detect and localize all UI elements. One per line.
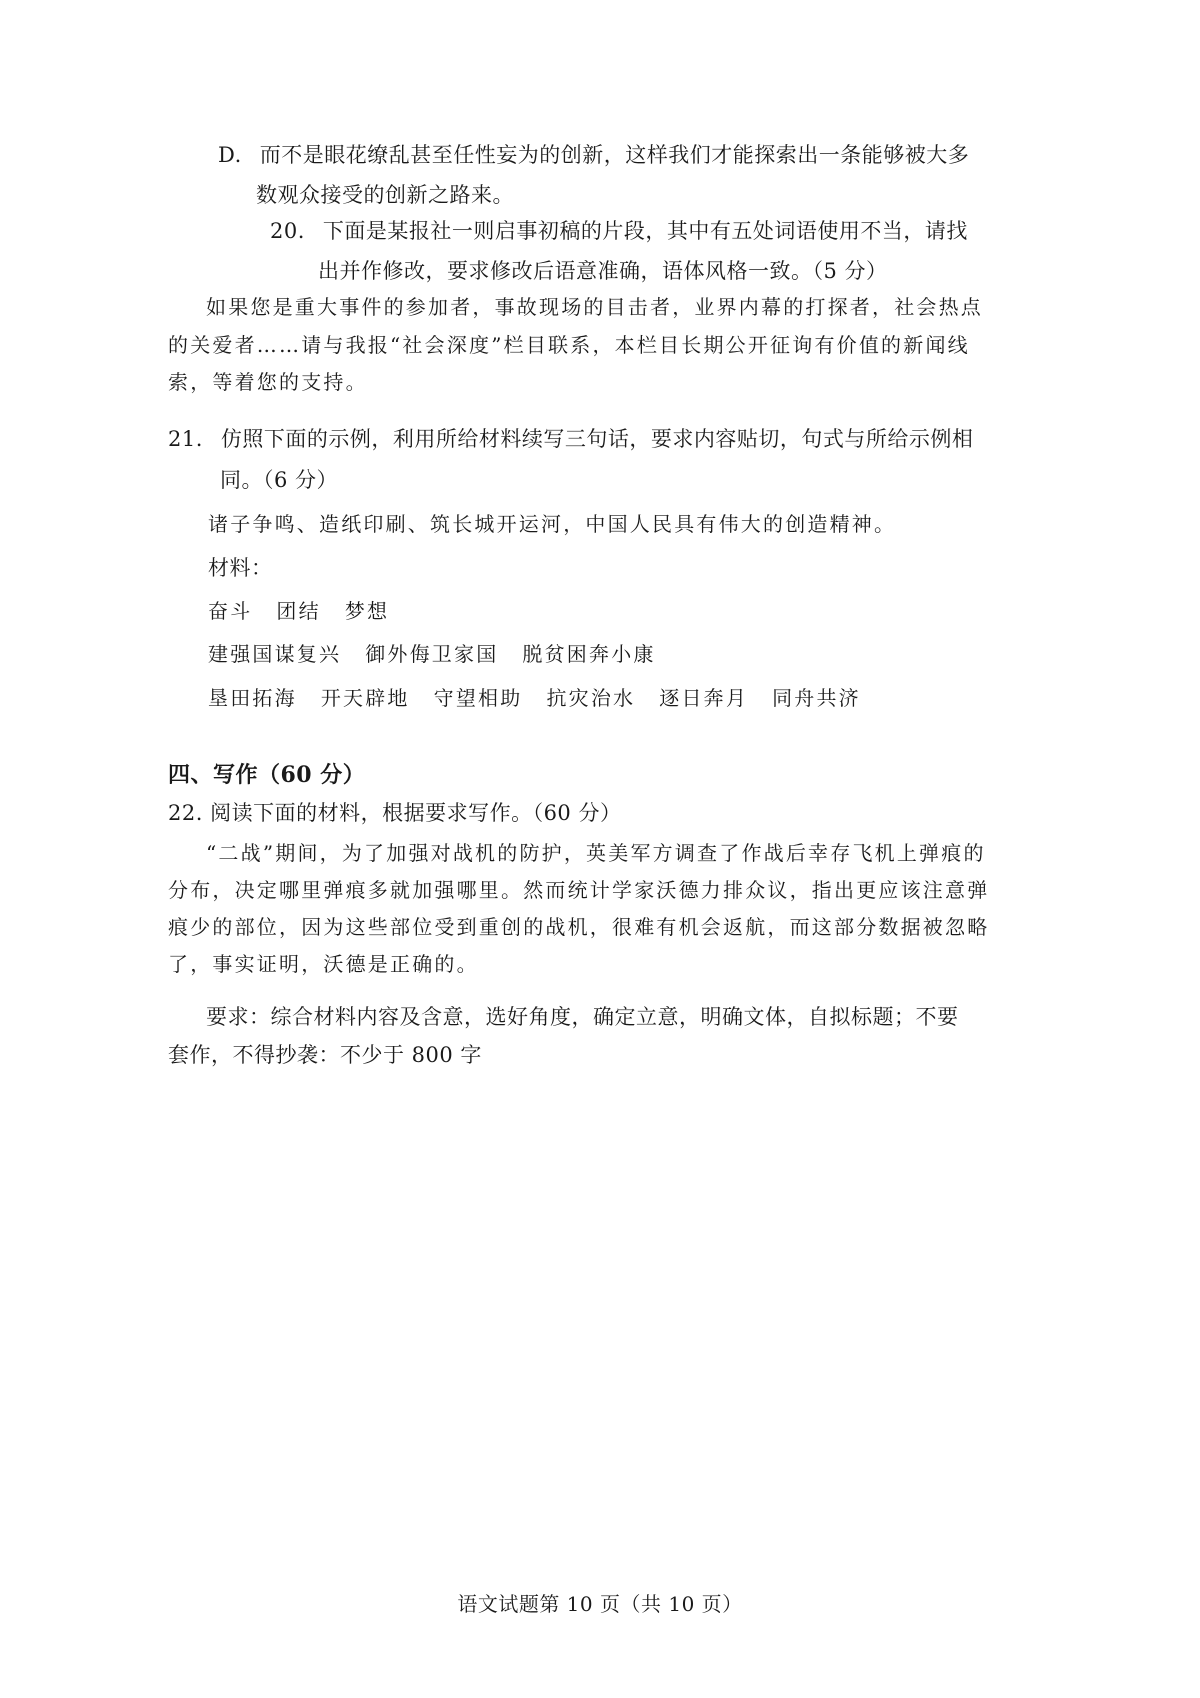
material-word: 梦想 xyxy=(344,599,390,623)
q21-prompt-line1 xyxy=(168,424,973,454)
material-idiom: 守望相助 xyxy=(433,686,523,710)
q21-prompt-text: 仿照下面的示例，利用所给材料续写三句话，要求内容贴切，句式与所给示例相 xyxy=(220,427,974,451)
q20-prompt-text: 下面是某报社一则启事初稿的片段，其中有五处词语使用不当，请找 xyxy=(322,219,968,243)
q21-materials-row3 xyxy=(208,683,861,713)
q22-prompt: 22. 阅读下面的材料，根据要求写作。（60 分） xyxy=(168,801,622,825)
material-phrase: 御外侮卫家国 xyxy=(365,642,499,666)
material-phrase: 脱贫困奔小康 xyxy=(522,642,656,666)
material-idiom: 抗灾治水 xyxy=(546,686,636,710)
q20-prompt-line1 xyxy=(270,216,968,246)
material-idiom: 逐日奔月 xyxy=(659,686,749,710)
q20-passage-line2: 的关爱者……请与我报“社会深度”栏目联系，本栏目长期公开征询有价值的新闻线 xyxy=(168,333,970,357)
option-d-text: 而不是眼花缭乱甚至任性妄为的创新，这样我们才能探索出一条能够被大多 xyxy=(259,143,970,167)
q22-material-line1: “二战”期间，为了加强对战机的防护，英美军方调查了作战后幸存飞机上弹痕的 xyxy=(206,841,986,865)
q19-option-d-line2: 数观众接受的创新之路来。 xyxy=(256,183,514,207)
q21-prompt-line2: 同。（6 分） xyxy=(220,468,339,492)
option-d-label: D. xyxy=(218,143,242,167)
q22-material-line4: 了，事实证明，沃德是正确的。 xyxy=(168,952,479,976)
material-phrase: 建强国谋复兴 xyxy=(208,642,342,666)
q20-passage-line3: 索，等着您的支持。 xyxy=(168,370,368,394)
q20-prompt-line2: 出并作修改，要求修改后语意准确，语体风格一致。（5 分） xyxy=(318,259,888,283)
page-footer: 语文试题第 10 页（共 10 页） xyxy=(457,1592,743,1616)
q20-passage-line1: 如果您是重大事件的参加者，事故现场的目击者，业界内幕的打探者，社会热点 xyxy=(206,295,983,319)
material-idiom: 开天辟地 xyxy=(320,686,410,710)
q22-requirement-line2: 套作，不得抄袭：不少于 800 字 xyxy=(168,1043,482,1067)
q21-materials-row2 xyxy=(208,639,656,669)
material-idiom: 同舟共济 xyxy=(772,686,861,710)
material-idiom: 垦田拓海 xyxy=(208,686,297,710)
q22-requirement-line1: 要求：综合材料内容及含意，选好角度，确定立意，明确文体，自拟标题；不要 xyxy=(206,1005,959,1029)
material-word: 奋斗 xyxy=(208,599,253,623)
q21-example: 诸子争鸣、造纸印刷、筑长城开运河，中国人民具有伟大的创造精神。 xyxy=(208,512,897,536)
q20-number: 20. xyxy=(270,219,305,243)
q21-materials-row1 xyxy=(208,596,389,626)
section-heading-writing: 四、写作（60 分） xyxy=(168,762,366,788)
q19-option-d-line1 xyxy=(218,140,969,170)
q22-material-line3: 痕少的部位，因为这些部位受到重创的战机，很难有机会返航，而这部分数据被忽略 xyxy=(168,915,990,939)
material-word: 团结 xyxy=(276,599,321,623)
q21-number: 21. xyxy=(168,427,203,451)
q21-materials-label: 材料： xyxy=(208,556,273,580)
q22-material-line2: 分布，决定哪里弹痕多就加强哪里。然而统计学家沃德力排众议，指出更应该注意弹 xyxy=(168,878,990,902)
